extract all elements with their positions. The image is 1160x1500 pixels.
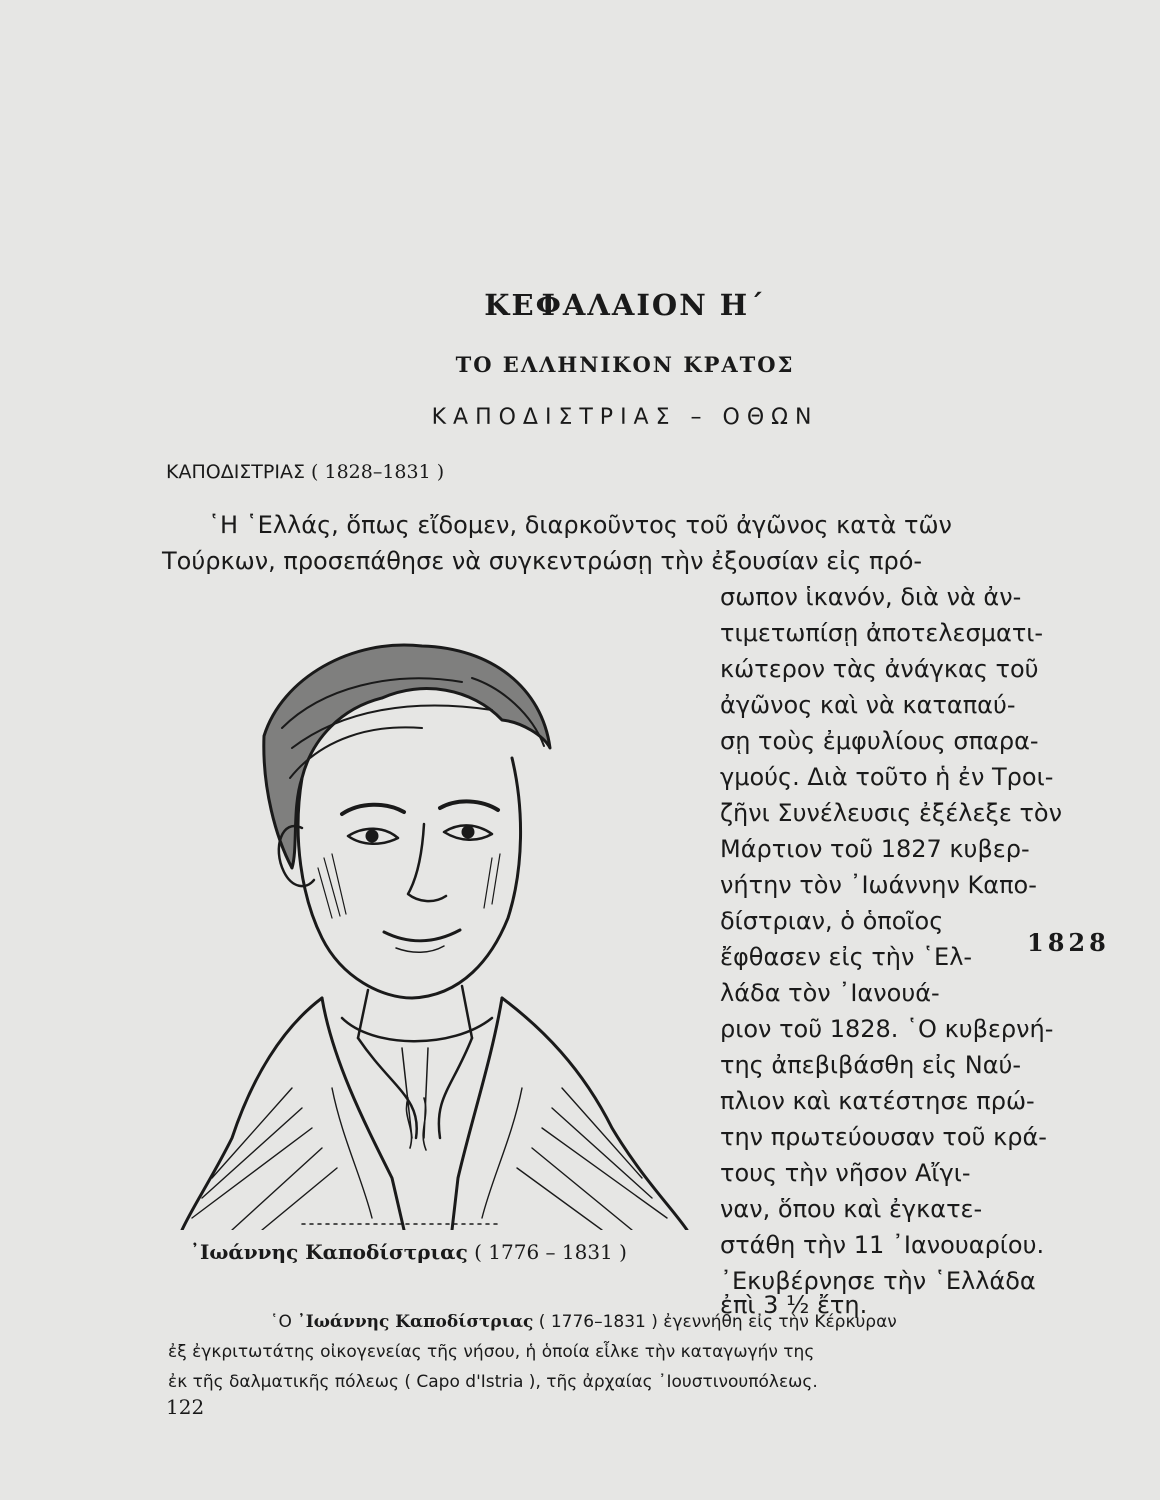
- footnote-line: ἐκ τῆς δαλματικῆς πόλεως ( Capo d'Istria ), τῆς ἀρχαίας ᾿Ιουστινουπόλεως.: [168, 1372, 818, 1392]
- margin-year: 1828: [1027, 928, 1110, 957]
- section-subtitle: ΚΑΠΟΔΙΣΤΡΙΑΣ – ΟΘΩΝ: [431, 405, 819, 430]
- footnote-line: ῾Ο ᾿Ιωάννης Καποδίστριας ( 1776–1831 ) ἐγεννήθη εἰς τὴν Κέρκυραν: [270, 1312, 897, 1332]
- body-line: ἐπὶ 3 ½ ἔτη.: [720, 1291, 868, 1319]
- page-number: 122: [166, 1395, 205, 1419]
- chapter-subtitle: ΤΟ ΕΛΛΗΝΙΚΟΝ ΚΡΑΤΟΣ: [455, 352, 795, 377]
- section-label: [166, 461, 444, 483]
- portrait-caption-years: ( 1776 – 1831 ): [474, 1240, 627, 1264]
- body-line: πλιον καὶ κατέστησε πρώ-: [720, 1087, 1035, 1115]
- body-line: ριον τοῦ 1828. ῾Ο κυβερνή-: [720, 1015, 1054, 1043]
- body-line: σῃ τοὺς ἐμφυλίους σπαρα-: [720, 727, 1039, 755]
- body-line: Τούρκων, προσεπάθησε νὰ συγκεντρώσῃ τὴν ἐξουσίαν εἰς πρό-: [162, 547, 923, 575]
- section-label-years: ( 1828–1831 ): [311, 461, 445, 483]
- portrait-caption: [190, 1240, 627, 1264]
- body-line: τιμετωπίσῃ ἀποτελεσματι-: [720, 619, 1044, 647]
- body-line: ναν, ὅπου καὶ ἐγκατε-: [720, 1195, 983, 1223]
- body-line: δίστριαν, ὁ ὁποῖος: [720, 907, 944, 935]
- body-line: της ἀπεβιβάσθη εἰς Ναύ-: [720, 1051, 1022, 1079]
- body-line: νήτην τὸν ᾿Ιωάννην Καπο-: [720, 871, 1037, 899]
- body-line: γμούς. Διὰ τοῦτο ἡ ἐν Τροι-: [720, 763, 1054, 791]
- section-label-name: ΚΑΠΟΔΙΣΤΡΙΑΣ: [166, 461, 305, 483]
- body-line: ῾Η ῾Ελλάς, ὅπως εἴδομεν, διαρκοῦντος τοῦ ἀγῶνος κατὰ τῶν: [208, 511, 952, 539]
- body-line: ἀγῶνος καὶ νὰ καταπαύ-: [720, 691, 1016, 719]
- portrait-engraving: [172, 618, 692, 1230]
- body-line: σωπον ἱκανόν, διὰ νὰ ἀν-: [720, 583, 1022, 611]
- body-line: κώτερον τὰς ἀνάγκας τοῦ: [720, 655, 1039, 683]
- body-line: ζῆνι Συνέλευσις ἐξέλεξε τὸν: [720, 799, 1062, 827]
- body-line: τους τὴν νῆσον Αἴγι-: [720, 1159, 971, 1187]
- body-line: την πρωτεύουσαν τοῦ κρά-: [720, 1123, 1047, 1151]
- chapter-heading: ΚΕΦΑΛΑΙΟΝ Η΄: [484, 288, 766, 322]
- footnote-line: ἐξ ἐγκριτωτάτης οἰκογενείας τῆς νήσου, ἡ ὁποία εἷλκε τὴν καταγωγήν της: [168, 1342, 815, 1362]
- body-line: ἔφθασεν εἰς τὴν ῾Ελ-: [720, 943, 973, 971]
- body-line: Μάρτιον τοῦ 1827 κυβερ-: [720, 835, 1030, 863]
- portrait-caption-name: ᾿Ιωάννης Καποδίστριας: [190, 1240, 468, 1264]
- body-line: λάδα τὸν ᾿Ιανουά-: [720, 979, 940, 1007]
- body-line: ᾿Εκυβέρνησε τὴν ῾Ελλάδα: [720, 1267, 1036, 1295]
- body-line: στάθη τὴν 11 ᾿Ιανουαρίου.: [720, 1231, 1045, 1259]
